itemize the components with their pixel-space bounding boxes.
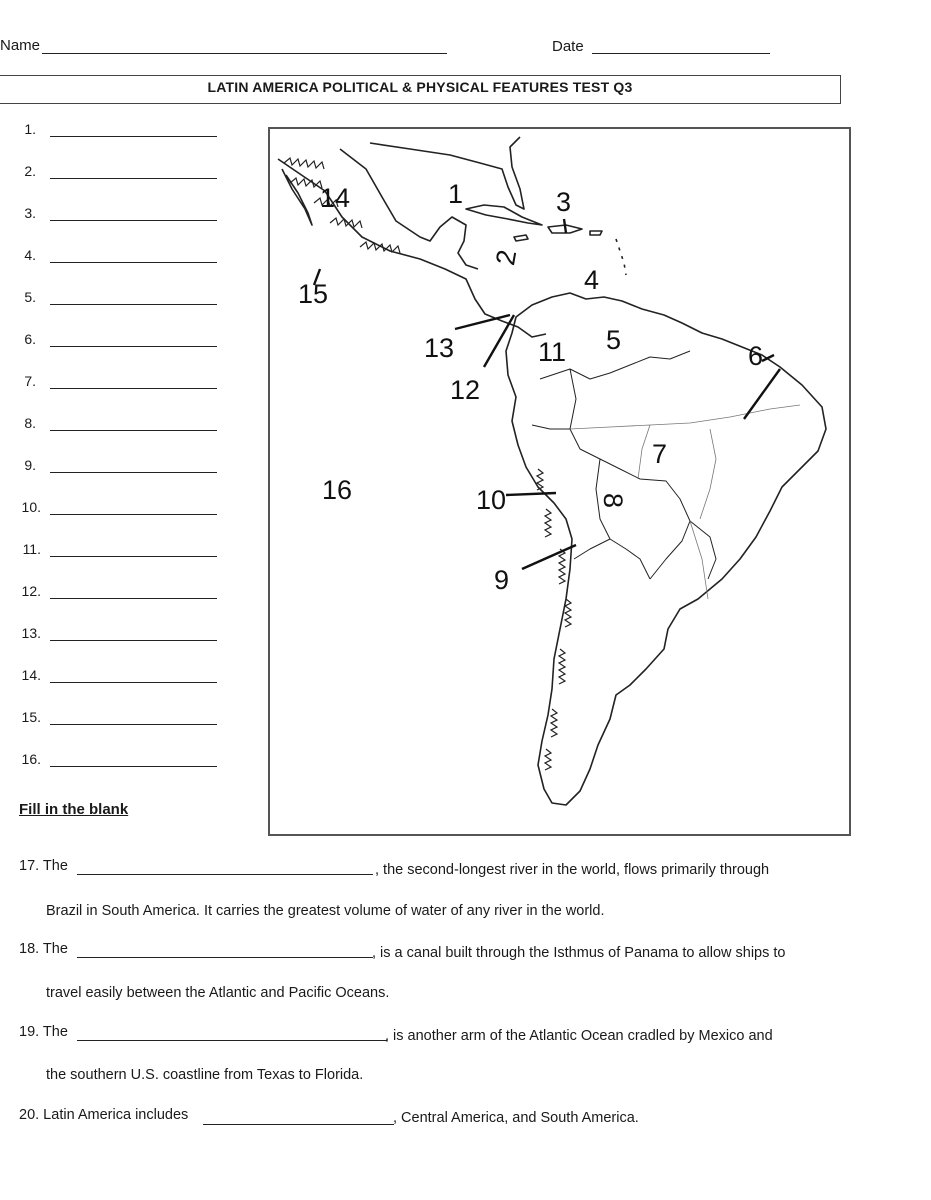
answer-number: 3. xyxy=(24,205,36,221)
q19-continuation: the southern U.S. coastline from Texas to Florida. xyxy=(46,1067,364,1083)
q17-continuation: Brazil in South America. It carries the greatest volume of water of any river in the world. xyxy=(46,903,605,919)
q20-blank[interactable] xyxy=(203,1124,394,1125)
us-coast xyxy=(370,137,524,209)
answer-number: 4. xyxy=(24,247,36,263)
answer-line[interactable] xyxy=(50,766,217,767)
answer-line[interactable] xyxy=(50,598,217,599)
q18-blank[interactable] xyxy=(77,957,373,958)
map-label-8: 8 xyxy=(598,493,628,509)
answer-line[interactable] xyxy=(50,724,217,725)
map-label-3: 3 xyxy=(556,187,572,217)
test-title: LATIN AMERICA POLITICAL & PHYSICAL FEATURES TEST Q3 xyxy=(207,79,633,95)
puerto-rico xyxy=(590,231,602,235)
answer-number: 15. xyxy=(21,709,41,725)
q17-suffix: , the second-longest river in the world, flows primarily through xyxy=(375,862,770,878)
fill-in-heading: Fill in the blank xyxy=(19,801,129,818)
map-label-2: 2 xyxy=(490,247,523,268)
name-field-line[interactable] xyxy=(42,53,447,54)
map-label-5: 5 xyxy=(606,325,622,355)
answer-line[interactable] xyxy=(50,346,217,347)
answer-line[interactable] xyxy=(50,220,217,221)
answer-number: 7. xyxy=(24,373,36,389)
answer-number: 6. xyxy=(24,331,36,347)
mountain-hatching xyxy=(284,158,571,770)
answer-line[interactable] xyxy=(50,304,217,305)
jamaica xyxy=(514,235,528,241)
answer-line[interactable] xyxy=(50,640,217,641)
map-label-10: 10 xyxy=(476,485,507,515)
q18-prefix: 18. The xyxy=(19,941,68,957)
map-label-6: 6 xyxy=(748,341,764,371)
answer-number: 16. xyxy=(21,751,41,767)
answer-line[interactable] xyxy=(50,430,217,431)
answer-line[interactable] xyxy=(50,262,217,263)
map-label-13: 13 xyxy=(424,333,455,363)
baja-peninsula xyxy=(282,169,312,225)
answer-line[interactable] xyxy=(50,136,217,137)
gulf-coast xyxy=(340,149,478,269)
q17-prefix: 17. The xyxy=(19,858,68,874)
answer-number: 2. xyxy=(24,163,36,179)
answer-line[interactable] xyxy=(50,556,217,557)
map-label-11: 11 xyxy=(538,337,567,367)
q20-prefix: 20. Latin America includes xyxy=(19,1107,189,1123)
answer-line[interactable] xyxy=(50,514,217,515)
leader-lines xyxy=(314,219,780,569)
answer-line[interactable] xyxy=(50,178,217,179)
answer-number: 5. xyxy=(24,289,36,305)
answer-number: 11. xyxy=(22,541,41,557)
date-field-line[interactable] xyxy=(592,53,770,54)
answer-number: 8. xyxy=(24,415,36,431)
q19-prefix: 19. The xyxy=(19,1024,68,1040)
map-label-9: 9 xyxy=(494,565,510,595)
q18-continuation: travel easily between the Atlantic and Pacific Oceans. xyxy=(46,985,390,1001)
answer-line[interactable] xyxy=(50,472,217,473)
answer-number: 13. xyxy=(21,625,41,641)
lesser-antilles xyxy=(616,239,626,275)
name-label: Name xyxy=(0,37,41,54)
map-label-12: 12 xyxy=(450,375,481,405)
q19-blank[interactable] xyxy=(77,1040,387,1041)
map-drawing xyxy=(270,129,849,834)
answer-number: 1. xyxy=(24,121,36,137)
q17-blank[interactable] xyxy=(77,874,373,875)
date-label: Date xyxy=(552,38,584,55)
map-label-16: 16 xyxy=(322,475,353,505)
q19-suffix: , is another arm of the Atlantic Ocean cradled by Mexico and xyxy=(385,1028,773,1044)
map-label-15: 15 xyxy=(298,279,329,309)
map-label-1: 1 xyxy=(448,179,464,209)
mexico-coastline xyxy=(278,159,546,337)
map-label-4: 4 xyxy=(584,265,600,295)
country-borders xyxy=(532,351,716,579)
map-label-14: 14 xyxy=(320,183,351,213)
map-label-7: 7 xyxy=(652,439,668,469)
latin-america-map xyxy=(268,127,851,836)
answer-line[interactable] xyxy=(50,682,217,683)
answer-number: 12. xyxy=(21,583,41,599)
cuba xyxy=(466,205,542,225)
answer-number: 9. xyxy=(24,457,36,473)
answer-number: 14. xyxy=(21,667,41,683)
answer-number: 10. xyxy=(21,499,41,515)
q20-suffix: , Central America, and South America. xyxy=(393,1110,639,1126)
q18-suffix: , is a canal built through the Isthmus of Panama to allow ships to xyxy=(372,945,786,961)
answer-line[interactable] xyxy=(50,388,217,389)
